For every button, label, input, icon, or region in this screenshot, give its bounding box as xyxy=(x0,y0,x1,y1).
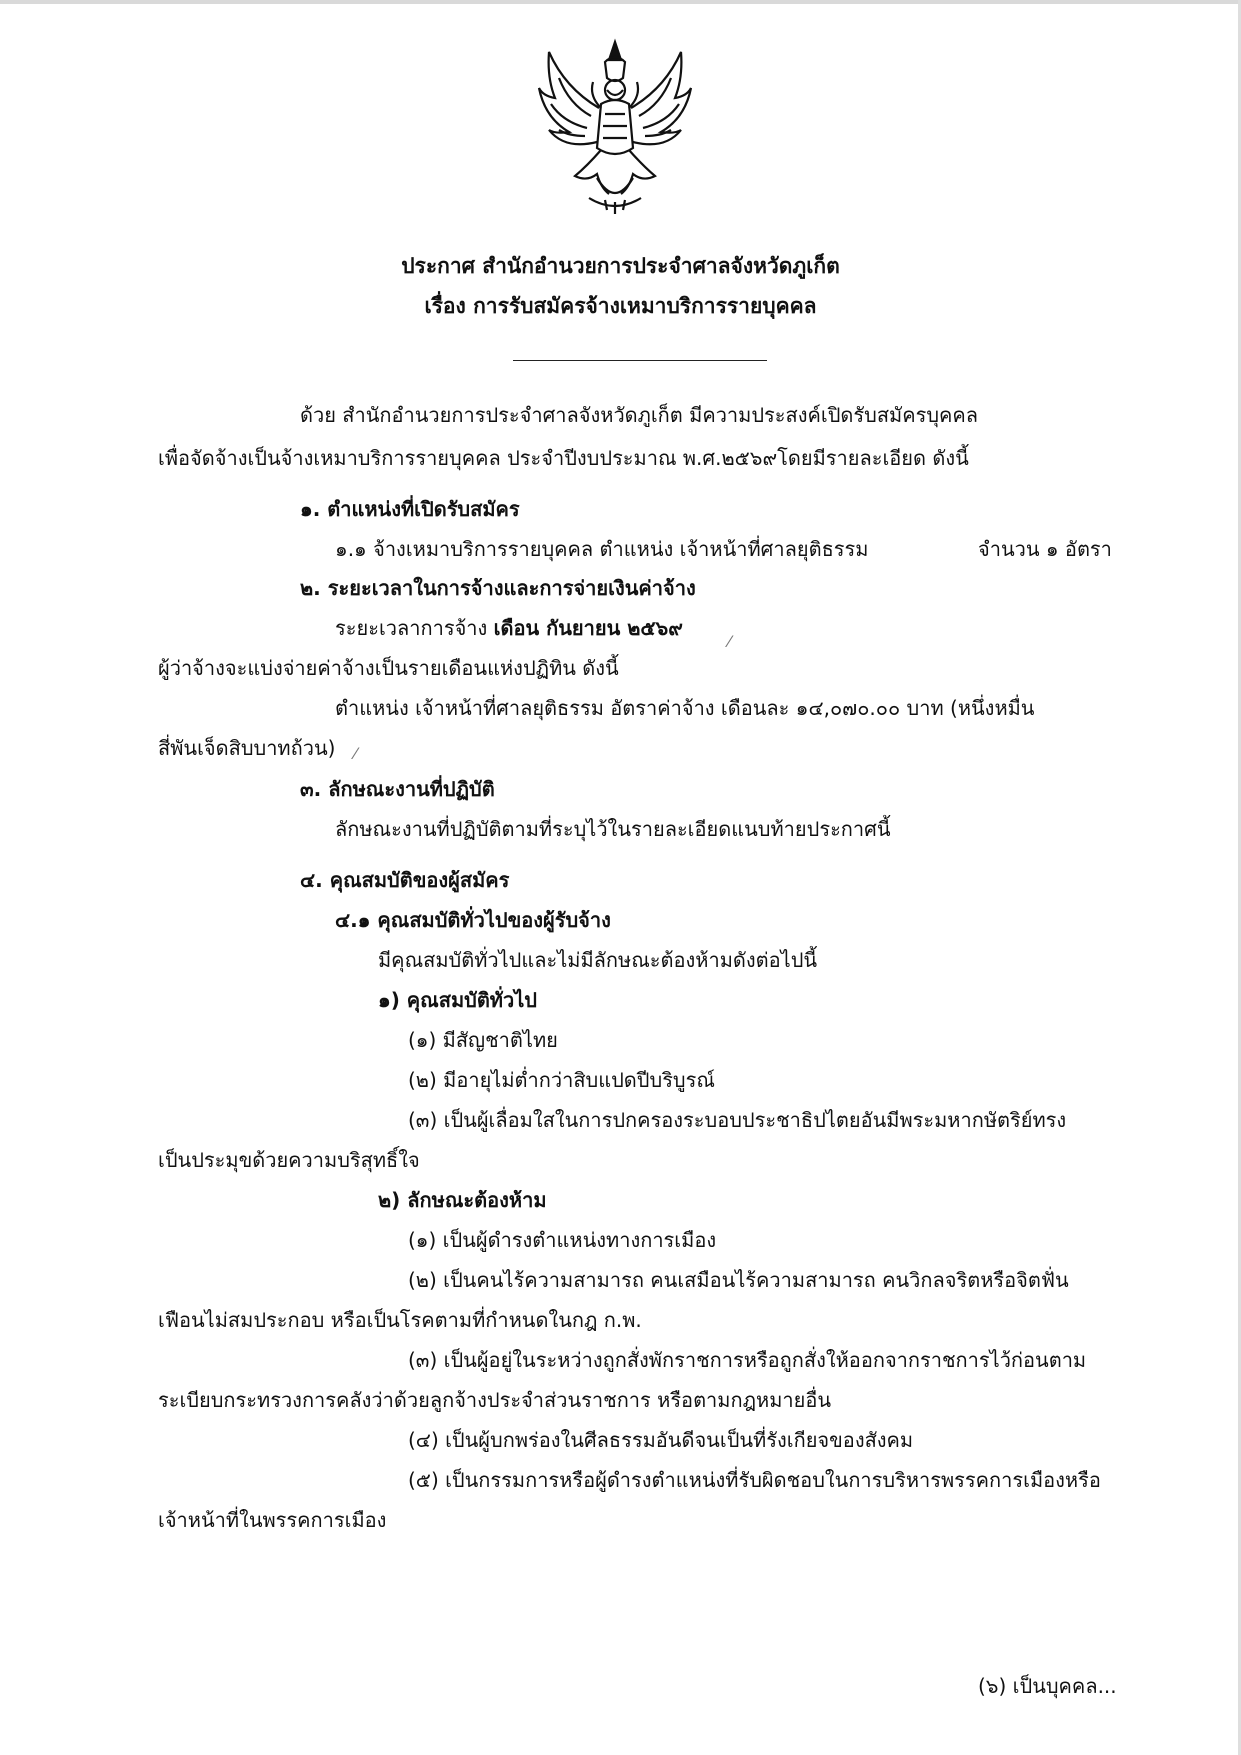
page-continuation: (๖) เป็นบุคคล... xyxy=(978,1674,1117,1698)
section-1-item: ๑.๑ จ้างเหมาบริการรายบุคคล ตำแหน่ง เจ้าหน้าที่ศาลยุติธรรม xyxy=(335,537,869,561)
prohibition-1: (๑) เป็นผู้ดำรงตำแหน่งทางการเมือง xyxy=(408,1228,717,1252)
intro-line-2: เพื่อจัดจ้างเป็นจ้างเหมาบริการรายบุคคล ประจำปีงบประมาณ พ.ศ.๒๕๖๙โดยมีรายละเอียด ดังนี้ xyxy=(158,446,969,470)
rate-line-1: ตำแหน่ง เจ้าหน้าที่ศาลยุติธรรม อัตราค่าจ้าง เดือนละ ๑๔,๐๗๐.๐๐ บาท (หนึ่งหมื่น xyxy=(335,696,1035,720)
general-qualification-2: (๒) มีอายุไม่ต่ำกว่าสิบแปดปีบริบูรณ์ xyxy=(408,1068,715,1092)
pen-mark: ⁄ xyxy=(728,632,731,651)
section-4-1-intro: มีคุณสมบัติทั่วไปและไม่มีลักษณะต้องห้ามดังต่อไปนี้ xyxy=(378,948,818,972)
prohibition-5-line-2: เจ้าหน้าที่ในพรรคการเมือง xyxy=(158,1508,387,1532)
section-4-heading: ๔. คุณสมบัติของผู้สมัคร xyxy=(300,868,510,892)
garuda-emblem-icon xyxy=(535,38,695,218)
general-qualification-3-line-2: เป็นประมุขด้วยความบริสุทธิ์ใจ xyxy=(158,1148,420,1172)
employment-period-label: ระยะเวลาการจ้าง xyxy=(335,616,488,640)
prohibition-3-line-1: (๓) เป็นผู้อยู่ในระหว่างถูกสั่งพักราชการหรือถูกสั่งให้ออกจากราชการไว้ก่อนตาม xyxy=(408,1348,1087,1372)
employment-period-value: เดือน กันยายน ๒๕๖๙ xyxy=(493,616,683,640)
prohibitions-heading: ๒) ลักษณะต้องห้าม xyxy=(378,1188,547,1212)
prohibition-2-line-2: เฟือนไม่สมประกอบ หรือเป็นโรคตามที่กำหนดในกฎ ก.พ. xyxy=(158,1308,642,1332)
prohibition-5-line-1: (๕) เป็นกรรมการหรือผู้ดำรงตำแหน่งที่รับผิดชอบในการบริหารพรรคการเมืองหรือ xyxy=(408,1468,1101,1492)
pen-mark: ⁄ xyxy=(354,744,357,763)
title-divider xyxy=(513,360,767,361)
general-qualification-3-line-1: (๓) เป็นผู้เลื่อมใสในการปกครองระบอบประชาธิปไตยอันมีพระมหากษัตริย์ทรง xyxy=(408,1108,1067,1132)
document-subject: เรื่อง การรับสมัครจ้างเหมาบริการรายบุคคล xyxy=(424,294,817,318)
employment-period xyxy=(335,614,683,642)
section-1-heading: ๑. ตำแหน่งที่เปิดรับสมัคร xyxy=(300,497,520,521)
document-title: ประกาศ สำนักอำนวยการประจำศาลจังหวัดภูเก็ต xyxy=(401,254,840,278)
section-2-heading: ๒. ระยะเวลาในการจ้างและการจ่ายเงินค่าจ้าง xyxy=(300,576,696,600)
scan-edge-top xyxy=(0,0,1241,4)
section-3-text: ลักษณะงานที่ปฏิบัติตามที่ระบุไว้ในรายละเอียดแนบท้ายประกาศนี้ xyxy=(335,817,891,841)
prohibition-2-line-1: (๒) เป็นคนไร้ความสามารถ คนเสมือนไร้ความสามารถ คนวิกลจริตหรือจิตฟั่น xyxy=(408,1268,1069,1292)
section-4-1-heading: ๔.๑ คุณสมบัติทั่วไปของผู้รับจ้าง xyxy=(335,908,611,932)
payment-line: ผู้ว่าจ้างจะแบ่งจ่ายค่าจ้างเป็นรายเดือนแห่งปฏิทิน ดังนี้ xyxy=(158,656,619,680)
section-3-heading: ๓. ลักษณะงานที่ปฏิบัติ xyxy=(300,777,495,801)
intro-line-1: ด้วย สำนักอำนวยการประจำศาลจังหวัดภูเก็ต มีความประสงค์เปิดรับสมัครบุคคล xyxy=(300,403,979,427)
general-qualifications-heading: ๑) คุณสมบัติทั่วไป xyxy=(378,988,537,1012)
rate-line-2: สี่พันเจ็ดสิบบาทถ้วน) xyxy=(158,736,336,760)
prohibition-4: (๔) เป็นผู้บกพร่องในศีลธรรมอันดีจนเป็นที่รังเกียจของสังคม xyxy=(408,1428,914,1452)
prohibition-3-line-2: ระเบียบกระทรวงการคลังว่าด้วยลูกจ้างประจำส่วนราชการ หรือตามกฎหมายอื่น xyxy=(158,1388,832,1412)
section-1-count: จำนวน ๑ อัตรา xyxy=(978,537,1112,561)
general-qualification-1: (๑) มีสัญชาติไทย xyxy=(408,1028,558,1052)
